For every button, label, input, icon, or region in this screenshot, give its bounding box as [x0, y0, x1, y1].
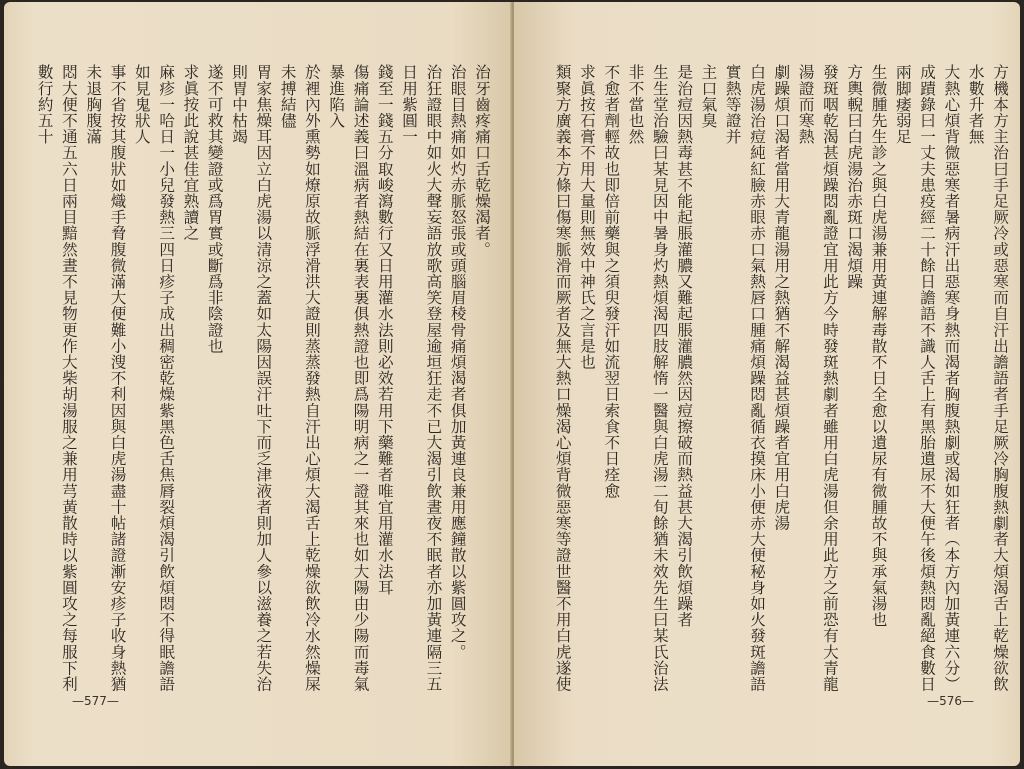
text-column: 主口氣臭 — [699, 64, 718, 129]
text-column: 白虎湯治痘純紅臉赤眼赤口氣熱唇口腫痛煩躁悶亂循衣摸床小便赤大便秘身如火發斑譫語實熱等證并 — [723, 64, 767, 692]
page-number: —577— — [72, 694, 119, 708]
text-column: 劇躁煩口渴者當用大青龍湯用之熱猶不解渴益甚煩躁者宜用白虎湯 — [772, 64, 791, 531]
text-column: 方機本方主治曰手足厥冷或惡寒而自汗出譫語者手足厥冷胸腹熱劇者大煩渴舌上乾燥欲飲水數升者無 — [966, 64, 1009, 692]
text-column: 求眞按此說甚佳宜熟讀之 — [181, 64, 200, 242]
book-spread — [4, 2, 1020, 766]
text-column: 不愈者劑輕故也即倍前藥與之須臾發汗如流翌日索食不日痊愈 — [602, 64, 621, 499]
text-column: 發斑咽乾渴甚煩躁悶亂證宜用此方今時發斑熱劇者雖用白虎湯但余用此方之前恐有大青龍湯證而寒熱 — [796, 64, 839, 692]
page-number: —576— — [927, 694, 974, 708]
text-column: 悶大便不通五六日兩目黯然晝不見物更作大柴胡湯服之兼用芎黃散時以紫圓攻之每服下利數行約五十 — [36, 64, 78, 692]
text-column: 事不省按其腹狀如熾手脅腹微滿大便難小溲不利因與白虎湯盡十帖諸證漸安疹子收身熱猶未退胸腹滿 — [84, 64, 127, 692]
text-column: 錢至一錢五分取峻瀉數行又日用灌水法則必效若用下藥難者唯宜用灌水法耳 — [375, 64, 394, 596]
text-column: 治狂證眼中如火大聲妄語放歌高笑登屋逾垣狂走不已大渴引飲晝夜不眠者亦加黃連隔三五日用紫圓一 — [400, 64, 443, 692]
right-page — [514, 2, 1020, 766]
left-page-text — [36, 64, 494, 694]
text-column: 成蹟錄曰一丈夫患疫經二十餘日譫語不識人舌上有黑胎遺尿不大便午後煩熱悶亂絕食數日兩脚痿弱足 — [893, 64, 937, 692]
text-column: 傷痛論述義曰溫病者熱結在裏表裏俱熱證也即爲陽明病之一證其來也如大陽由少陽而毒氣暴進陷入 — [327, 64, 370, 692]
text-column: 是治痘因熱毒甚不能起脹灌膿又難起脹灌膿然因痘擦破而熱益甚大渴引飲煩躁者 — [675, 64, 694, 628]
text-column: 方輿輗曰白虎湯治赤斑口渴煩躁 — [845, 64, 864, 290]
text-column: 類聚方廣義本方條曰傷寒脈滑而厥者及無大熱口燥渴心煩背微惡寒等證世醫不用白虎遂使 — [553, 64, 572, 692]
left-page — [4, 2, 512, 766]
text-column: 治牙齒疼痛口舌乾燥渴者。 — [473, 64, 491, 258]
text-column: 大熱心煩背微惡寒者暑病汗出惡寒身熱而渴者胸腹熱劇或渴如狂者（本方內加黃連六分） — [942, 64, 961, 692]
text-column: 遂不可救其變證或爲胃實或斷爲非陰證也 — [205, 64, 224, 354]
text-column: 求眞按石膏不用大量則無效中神氏之言是也 — [577, 64, 596, 370]
text-column: 胃家焦燥耳因立白虎湯以清涼之蓋如太陽因誤汗吐下而乏津液者則加人參以滋養之若失治則胃中枯竭 — [230, 64, 273, 692]
text-column: 治眼目熱痛如灼赤脈怒張或頭腦眉稜骨痛煩渴者俱加黃連良兼用應鐘散以紫圓攻之。 — [448, 64, 467, 660]
text-column: 生微腫先生診之與白虎湯兼用黃連解毒散不日全愈以遺尿有微腫故不與承氣湯也 — [869, 64, 888, 628]
text-column: 麻疹一哈日一小兒發熱三四日疹子成出稠密乾燥紫黑色舌焦脣裂煩渴引飲煩悶不得眠譫語如見鬼狀人 — [132, 64, 176, 692]
text-column: 於裡內外熏勢如燎原故脈浮滑洪大證則蒸蒸發熱自汗出心煩大渴舌上乾燥欲飲冷水然燥屎未搏結儘 — [278, 64, 321, 692]
text-column: 生生堂治驗曰某見因中暑身灼熱煩渴四肢解惰一醫與白虎湯二旬餘猶未效先生曰某氏治法非不當也然 — [626, 64, 669, 692]
right-page-text — [552, 64, 1012, 694]
